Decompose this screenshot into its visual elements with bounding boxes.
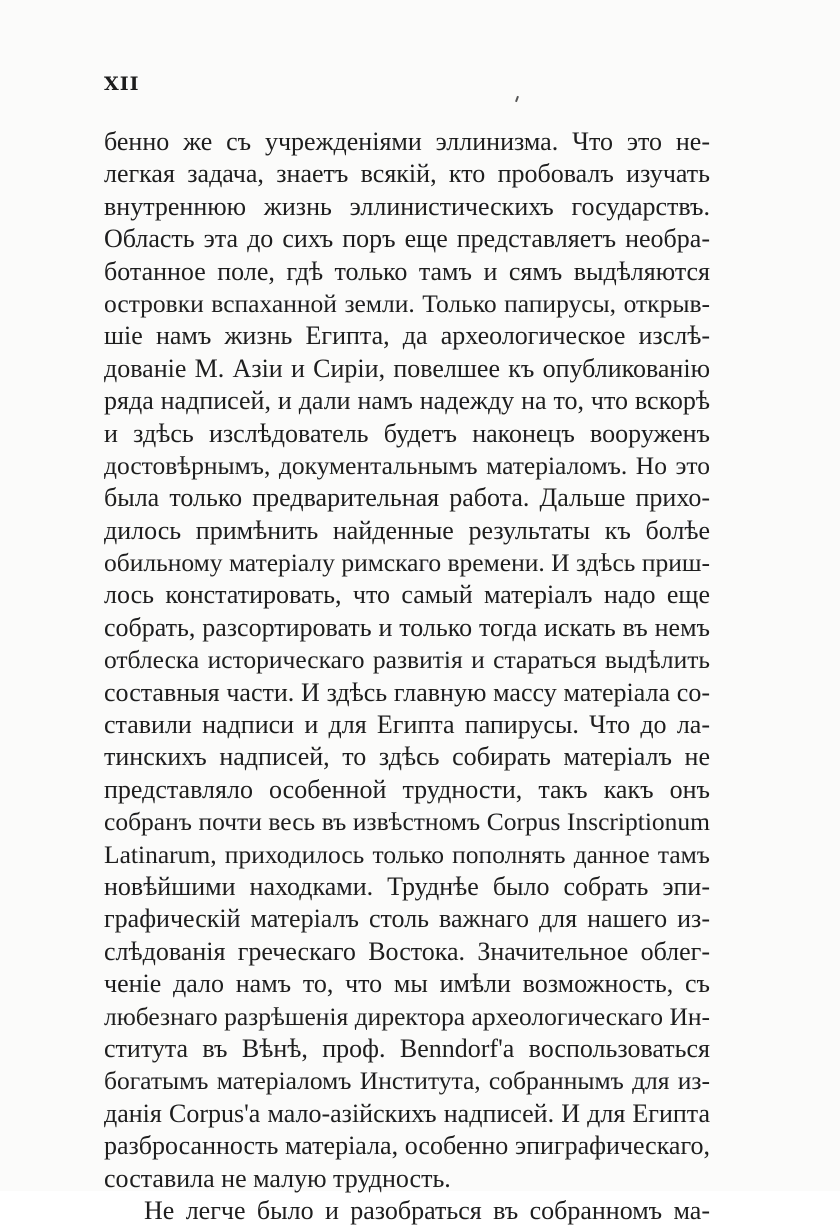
text-line: ченіе дало намъ то, что мы имѣли возможность, съ xyxy=(104,969,710,999)
text-line: бенно же съ учрежденіями эллинизма. Что это не- xyxy=(104,127,710,156)
text-line: данія Corpus'a мало-азійскихъ надписей. И для Египта xyxy=(104,1098,710,1128)
text-line: графическій матеріалъ столь важнаго для нашего из- xyxy=(104,904,710,934)
ink-speck xyxy=(515,96,519,102)
text-line: ряда надписей, и дали намъ надежду на то, что вскорѣ xyxy=(104,386,710,416)
text-line: представляло особенной трудности, такъ какъ онъ xyxy=(104,774,710,804)
text-line: ститута въ Вѣнѣ, проф. Benndorf'a воспользоваться xyxy=(104,1033,710,1063)
text-line: дилось примѣнить найденные результаты къ болѣе xyxy=(104,515,710,545)
text-line: дованіе М. Азіи и Сиріи, повелшее къ опубликованію xyxy=(104,353,710,383)
text-line: Latinarum, приходилось только пополнять данное тамъ xyxy=(104,839,710,869)
text-line: достовѣрнымъ, документальнымъ матеріаломъ. Но это xyxy=(104,450,710,480)
text-line: лось констатировать, что самый матеріалъ надо еще xyxy=(104,580,710,610)
text-line: составила не малую трудность. xyxy=(104,1163,451,1193)
text-line: богатымъ матеріаломъ Института, собраннымъ для из- xyxy=(104,1066,710,1096)
text-line: составныя части. И здѣсь главную массу матеріала со- xyxy=(104,677,710,707)
text-line: ставили надписи и для Египта папирусы. Что до ла- xyxy=(104,710,710,740)
text-line: обильному матеріалу римскаго времени. И здѣсь приш- xyxy=(104,548,710,578)
text-line: легкая задача, знаетъ всякій, кто пробовалъ изучать xyxy=(104,159,710,189)
text-line: новѣйшими находками. Труднѣе было собрать эпи- xyxy=(104,871,710,901)
text-line: любезнаго разрѣшенія директора археологическаго Ин- xyxy=(104,1001,710,1031)
page-number: XII xyxy=(104,73,140,95)
text-line: шіе намъ жизнь Египта, да археологическое изслѣ- xyxy=(104,321,710,351)
body-text xyxy=(104,126,710,1227)
text-line: внутреннюю жизнь эллинистическихъ государствъ. xyxy=(104,191,710,221)
text-line: слѣдованія греческаго Востока. Значительное облег- xyxy=(104,936,710,966)
text-line: отблеска историческаго развитія и стараться выдѣлить xyxy=(104,645,710,675)
text-line: и здѣсь изслѣдователь будетъ наконецъ вооруженъ xyxy=(104,418,710,448)
text-line: Область эта до сихъ поръ еще представляетъ необра- xyxy=(104,224,710,254)
text-line: собрать, разсортировать и только тогда искать въ немъ xyxy=(104,612,710,642)
text-line: тинскихъ надписей, то здѣсь собирать матеріалъ не xyxy=(104,742,710,772)
text-line: собранъ почти весь въ извѣстномъ Corpus Inscriptionum xyxy=(104,807,710,837)
text-line: была только предварительная работа. Дальше прихо- xyxy=(104,483,710,513)
text-line: ботанное поле, гдѣ только тамъ и сямъ выдѣляются xyxy=(104,256,710,286)
text-line: Не легче было и разобраться въ собранномъ ма- xyxy=(144,1195,710,1225)
text-line: островки вспаханной земли. Только папирусы, открыв- xyxy=(104,288,710,318)
text-line: разбросанность матеріала, особенно эпиграфическаго, xyxy=(104,1131,710,1161)
